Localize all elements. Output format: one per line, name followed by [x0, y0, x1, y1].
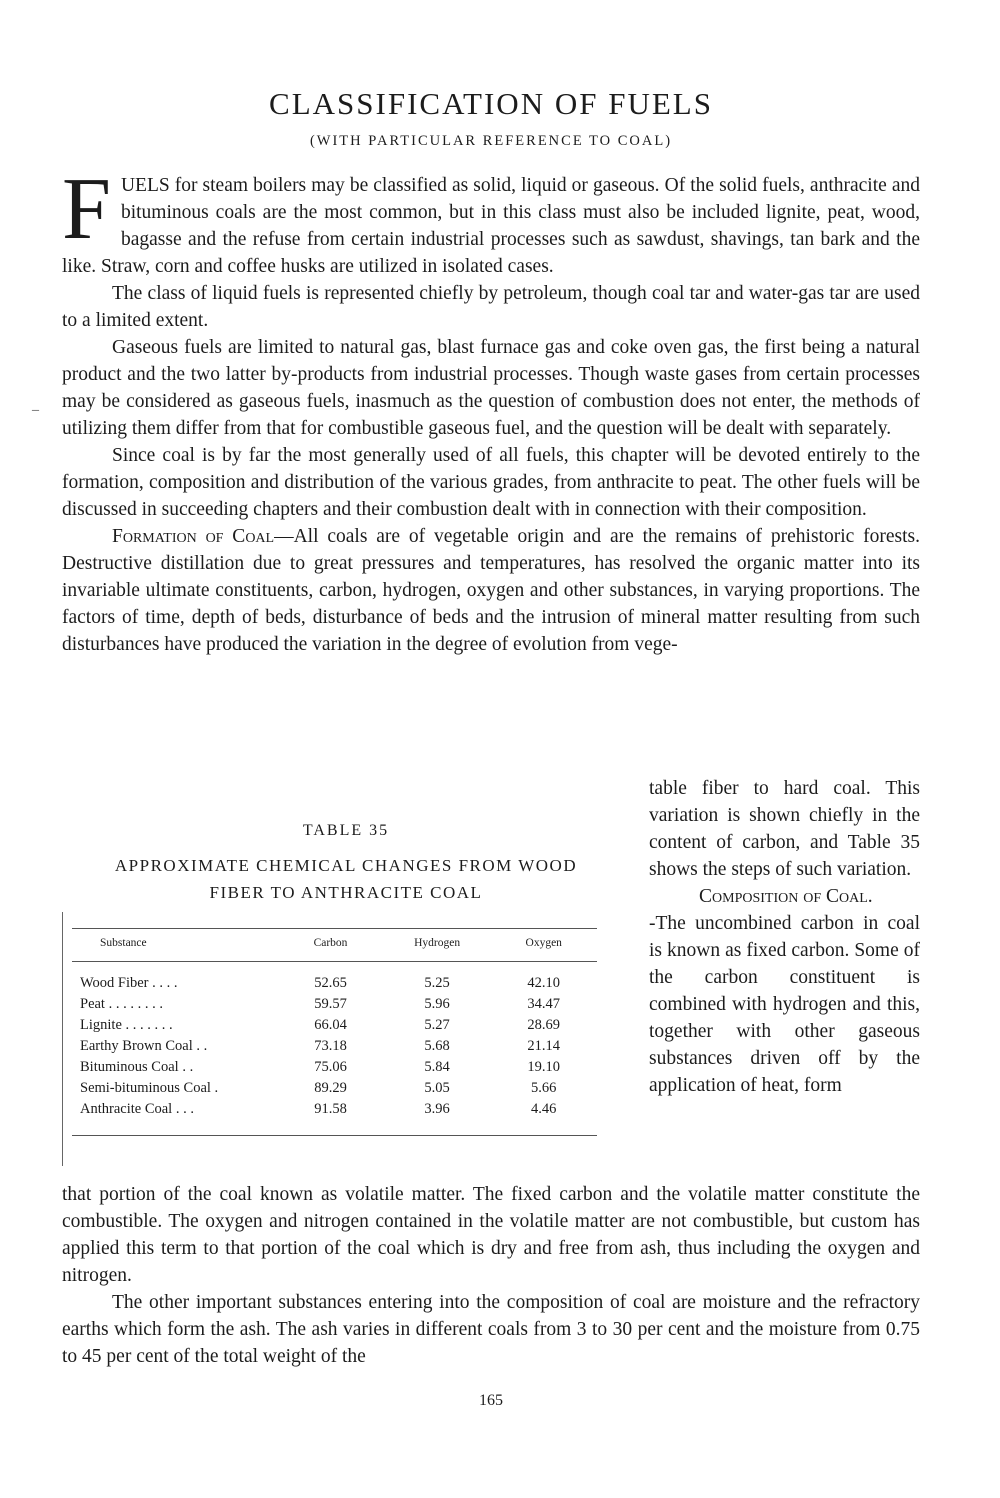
table-caption-line: FIBER TO ANTHRACITE COAL: [209, 883, 483, 902]
cell-hydrogen: 5.27: [424, 1017, 450, 1033]
column-header-substance: Substance: [100, 937, 147, 949]
cell-carbon: 66.04: [314, 1017, 347, 1033]
table-caption: [62, 852, 630, 906]
cell-carbon: 91.58: [314, 1101, 347, 1117]
paragraph-text: —All coals are of vegetable origin and are the remains of prehistoric forests. Destructive distillation due to great pressures and temperatures, has resolved the organic matter into its invariable ultimate constituents, carbon, hydrogen, oxygen and other substances, in varying proportions. The factors of time, depth of beds, disturbance of beds and the intrusion of mineral matter resulting from such disturbances have produced the variation in the degree of evolution from vege-: [62, 526, 920, 655]
cell-hydrogen: 5.25: [424, 975, 450, 991]
column-header-hydrogen: Hydrogen: [414, 937, 461, 949]
paragraph-gaseous-fuels: Gaseous fuels are limited to natural gas, blast furnace gas and coke oven gas, the first being a natural product and the two latter by-products from industrial processes. Though waste gases from certain processes may be considered as gaseous fuels, inasmuch as the question of combustion does not enter, the methods of utilizing them differ from that for combustible gaseous fuel, and the question will be dealt with separately.: [62, 337, 920, 439]
intro-text-block: [62, 161, 920, 658]
cell-substance: Wood Fiber . . . .: [80, 975, 178, 991]
paragraph-composition-continued: that portion of the coal known as volatile matter. The fixed carbon and the volatile matter constitute the combustible. The oxygen and nitrogen contained in the volatile matter are not combustible, but custom has applied this term to that portion of the coal which is dry and free from ash, thus including the oxygen and nitrogen.: [62, 1184, 920, 1286]
cell-substance: Bituminous Coal . .: [80, 1059, 194, 1075]
cell-oxygen: 4.46: [531, 1101, 557, 1117]
table-row: [72, 1015, 597, 1036]
cell-oxygen: 21.14: [527, 1038, 561, 1054]
table-bottom-rule: [72, 1136, 597, 1139]
cell-substance: Semi-bituminous Coal .: [80, 1080, 219, 1096]
column-header-carbon: Carbon: [313, 937, 348, 949]
paragraph-composition-side: -The uncombined carbon in coal is known as fixed carbon. Some of the carbon constituent is combined with hydrogen and this, together with other gaseous substances driven off by the application of heat, form: [649, 913, 920, 1096]
cell-oxygen: 19.10: [527, 1059, 561, 1075]
cell-hydrogen: 5.84: [424, 1059, 450, 1075]
cell-carbon: 59.57: [314, 996, 347, 1012]
cell-substance: Anthracite Coal . . .: [80, 1101, 194, 1117]
table-row: [72, 994, 597, 1015]
closing-text-block: [62, 1181, 920, 1370]
section-heading-text: Composition of Coal.: [699, 886, 873, 907]
table-row: [72, 1099, 597, 1136]
cell-hydrogen: 5.96: [424, 996, 450, 1012]
paragraph-formation-of-coal: [62, 523, 920, 658]
paragraph-formation-continued: table fiber to hard coal. This variation is shown chiefly in the content of carbon, and Table 35 shows the steps of such variation.: [649, 778, 920, 880]
cell-substance: Earthy Brown Coal . .: [80, 1038, 208, 1054]
paragraph-text: UELS for steam boilers may be classified as solid, liquid or gaseous. Of the solid fuels, anthracite and bituminous coals are the most common, but in this class must also be included lignite, peat, wood, bagasse and the refuse from certain industrial processes such as sawdust, shavings, tan bark and the like. Straw, corn and coffee husks are utilized in isolated cases.: [62, 175, 920, 277]
page: [32, 0, 920, 1498]
margin-mark: _: [32, 398, 39, 413]
cell-oxygen: 34.47: [527, 996, 561, 1012]
cell-carbon: 75.06: [314, 1059, 347, 1075]
table-row: [72, 1057, 597, 1078]
cell-hydrogen: 5.05: [424, 1080, 450, 1096]
cell-carbon: 73.18: [314, 1038, 347, 1054]
section-heading-composition: [649, 883, 920, 910]
table-row: [72, 962, 597, 995]
page-subtitle: (WITH PARTICULAR REFERENCE TO COAL): [309, 133, 673, 149]
table-left-rule: [62, 912, 63, 1166]
cell-oxygen: 28.69: [527, 1017, 561, 1033]
paragraph-coal-chapter: Since coal is by far the most generally used of all fuels, this chapter will be devoted entirely to the formation, composition and distribution of the various grades, from anthracite to peat. The other fuels will be discussed in succeeding chapters and their combustion dealt with in connection with their composition.: [62, 445, 920, 520]
table-row: [72, 1036, 597, 1057]
paragraph-moisture-ash: The other important substances entering into the composition of coal are moisture and the refractory earths which form the ash. The ash varies in different coals from 3 to 30 per cent and the moisture from 0.75 to 45 per cent of the total weight of the: [62, 1292, 920, 1367]
table-label: TABLE 35: [302, 822, 390, 839]
cell-hydrogen: 5.68: [424, 1038, 450, 1054]
cell-substance: Lignite . . . . . . .: [80, 1017, 173, 1033]
table-caption-line: APPROXIMATE CHEMICAL CHANGES FROM WOOD: [114, 856, 578, 875]
cell-carbon: 89.29: [314, 1080, 347, 1096]
page-number: 165: [479, 1392, 503, 1409]
table-header-row: [72, 929, 597, 962]
cell-substance: Peat . . . . . . . .: [80, 996, 163, 1012]
cell-carbon: 52.65: [314, 975, 347, 991]
cell-oxygen: 5.66: [531, 1080, 557, 1096]
cell-hydrogen: 3.96: [424, 1101, 450, 1117]
paragraph-liquid-fuels: The class of liquid fuels is represented chiefly by petroleum, though coal tar and water-gas tar are used to a limited extent.: [62, 283, 920, 331]
table-35: [62, 822, 630, 1117]
drop-cap: F: [62, 161, 111, 258]
paragraph-fuels-intro: [62, 161, 920, 280]
section-heading-formation: Formation of Coal: [112, 526, 275, 547]
table-row: [72, 1078, 597, 1099]
side-column: [649, 775, 920, 1099]
cell-oxygen: 42.10: [527, 975, 561, 991]
page-title: CLASSIFICATION OF FUELS: [269, 86, 713, 121]
chemical-changes-table: [72, 928, 597, 1138]
column-header-oxygen: Oxygen: [525, 937, 562, 949]
